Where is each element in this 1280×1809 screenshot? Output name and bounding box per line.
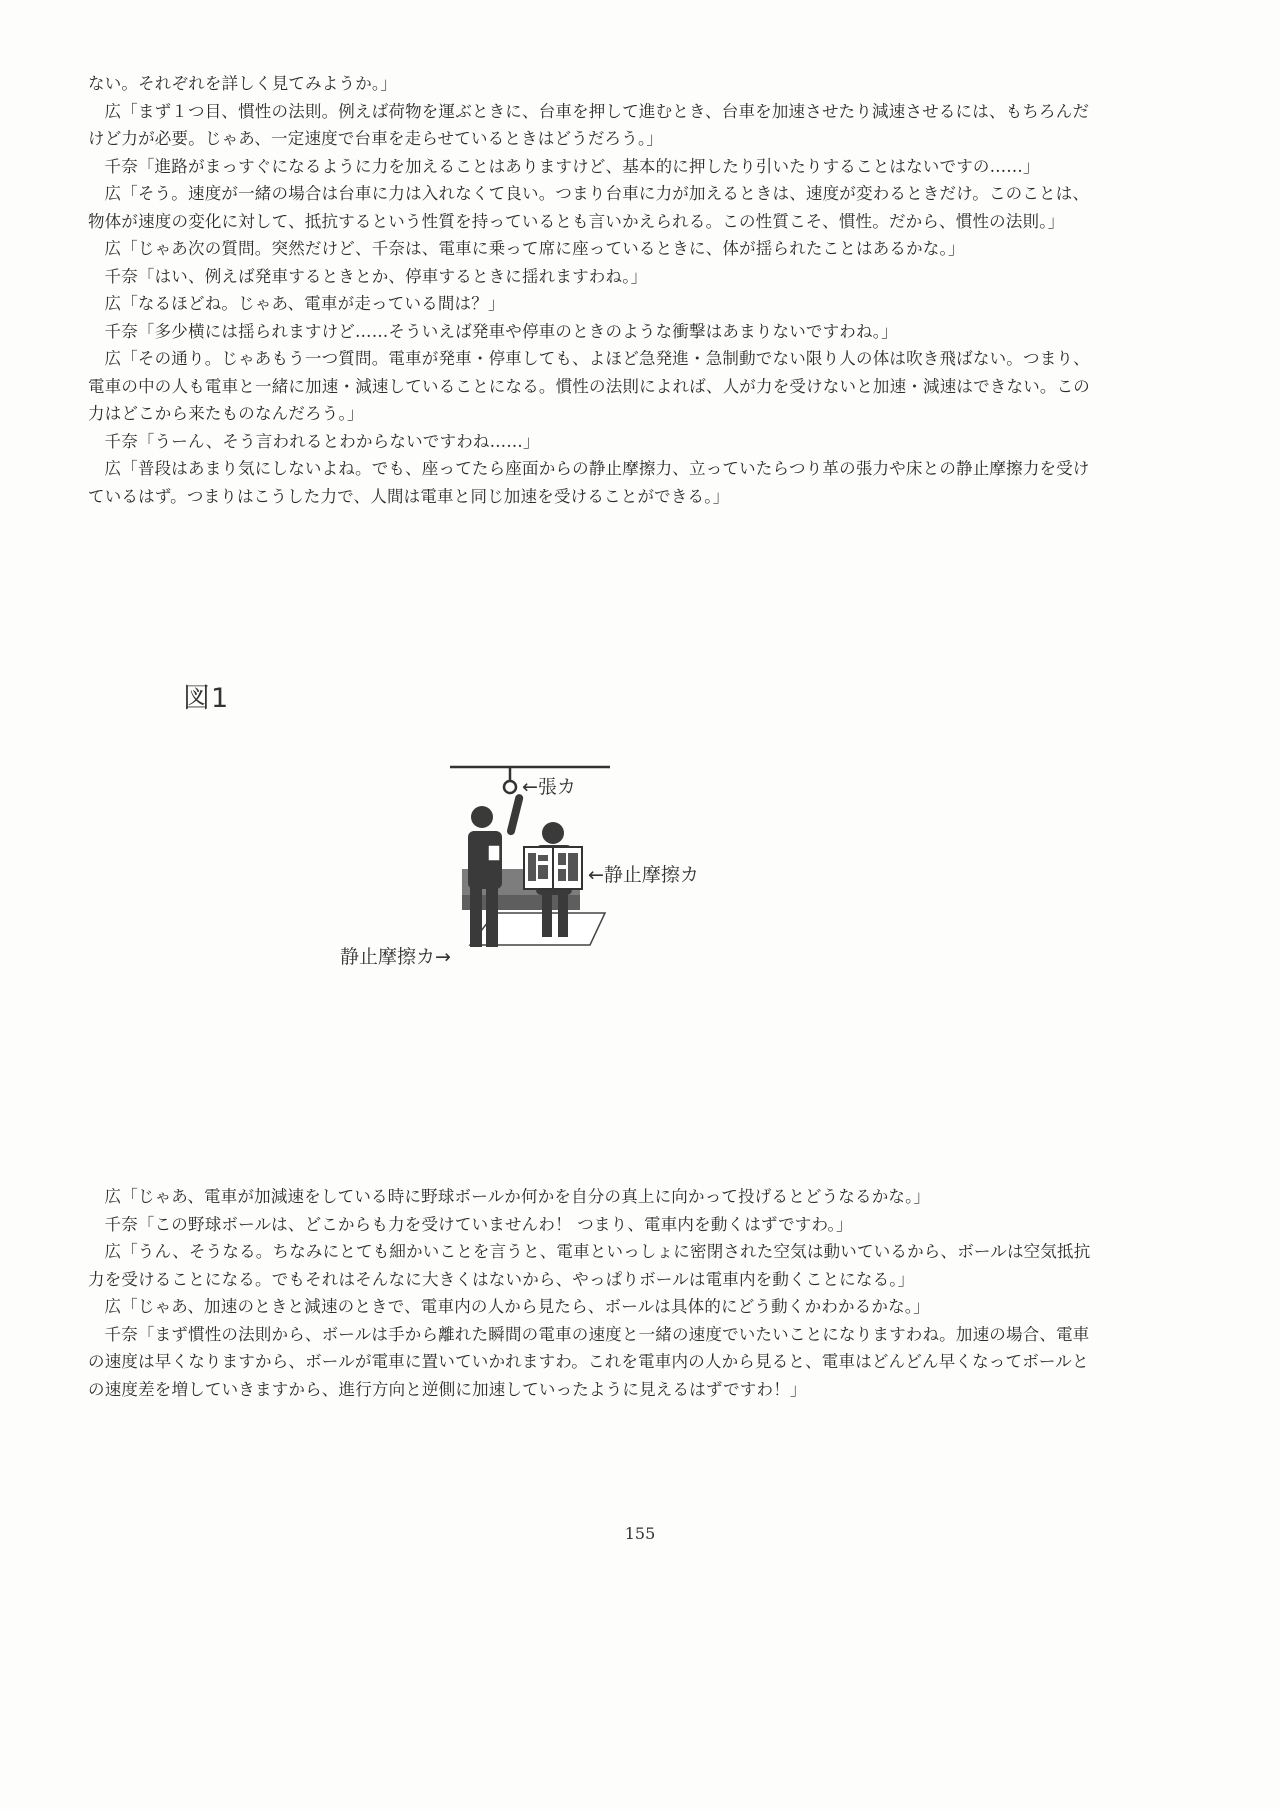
- dialogue-paragraph: 広「じゃあ、電車が加減速をしている時に野球ボールか何かを自分の真上に向かって投げるとどうなるかな。」: [104, 1187, 931, 1206]
- train-force-figure: [320, 745, 780, 1005]
- tension-label: ←張カ: [522, 776, 576, 798]
- train-illustration: [320, 745, 780, 1005]
- dialogue-paragraph: ない。それぞれを詳しく見てみようか。」: [88, 74, 398, 93]
- seat-friction-label: ←静止摩擦カ: [588, 864, 699, 886]
- top-text-block: [88, 70, 1100, 510]
- dialogue-paragraph: 広「なるほどね。じゃあ、電車が走っている間は？」: [104, 294, 505, 313]
- dialogue-paragraph: 千奈「はい、例えば発車するときとか、停車するときに揺れますわね。」: [104, 266, 648, 286]
- dialogue-paragraph: 広「じゃあ次の質問。突然だけど、千奈は、電車に乗って席に座っているときに、体が揺られたことはあるかな。」: [104, 239, 965, 258]
- dialogue-paragraph: 広「うん、そうなる。ちなみにとても細かいことを言うと、電車といっしょに密閉された空気は動いているから、ボールは空気抵抗力を受けることになる。でもそれはそんなに大きくはないから、やっぱりボールは電車内を動くことになる。」: [88, 1242, 1091, 1289]
- dialogue-paragraph: 広「じゃあ、加速のときと減速のときで、電車内の人から見たら、ボールは具体的にどう動くかわかるかな。」: [104, 1297, 930, 1316]
- dialogue-paragraph: 千奈「この野球ボールは、どこからも力を受けていませんわ！ つまり、電車内を動くはずですわ。」: [104, 1214, 853, 1234]
- page-number: 155: [624, 1524, 656, 1543]
- dialogue-paragraph: 千奈「多少横には揺られますけど……そういえば発車や停車のときのような衝撃はあまりないですわね。」: [104, 321, 898, 341]
- dialogue-paragraph: 広「普段はあまり気にしないよね。でも、座ってたら座面からの静止摩擦力、立っていたらつり革の張力や床との静止摩擦力を受けているはず。つまりはこうした力で、人間は電車と同じ加速を受けることができる。」: [88, 459, 1090, 506]
- figure-label: 図1: [183, 683, 230, 714]
- dialogue-paragraph: 広「その通り。じゃあもう一つ質問。電車が発車・停車しても、よほど急発進・急制動でない限り人の体は吹き飛ばない。つまり、電車の中の人も電車と一緒に加速・減速していることになる。慣性の法則によれば、人が力を受けないと加速・減速はできない。この力はどこから来たものなんだろう。」: [88, 349, 1090, 423]
- dialogue-paragraph: 広「まず１つ目、慣性の法則。例えば荷物を運ぶときに、台車を押して進むとき、台車を加速させたり減速させるには、もちろんだけど力が必要。じゃあ、一定速度で台車を走らせているときはどうだろう。」: [88, 101, 1090, 148]
- floor-friction-label: 静止摩擦カ→: [340, 946, 451, 968]
- dialogue-paragraph: 千奈「まず慣性の法則から、ボールは手から離れた瞬間の電車の速度と一緒の速度でいたいことになりますわね。加速の場合、電車の速度は早くなりますから、ボールが電車に置いていかれますわ。これを電車内の人から見ると、電車はどんどん早くなってボールとの速度差を増していきますから、進行方向と逆側に加速していったように見えるはずですわ！」: [88, 1324, 1090, 1399]
- hand-ring: [504, 781, 516, 793]
- dialogue-paragraph: 千奈「進路がまっすぐになるように力を加えることはありますけど、基本的に押したり引いたりすることはないですの……」: [104, 156, 1040, 176]
- dialogue-paragraph: 広「そう。速度が一緒の場合は台車に力は入れなくて良い。つまり台車に力が加えるときは、速度が変わるときだけ。このことは、物体が速度の変化に対して、抵抗するという性質を持っているとも言いかえられる。この性質こそ、慣性。だから、慣性の法則。」: [88, 184, 1090, 231]
- dialogue-paragraph: 千奈「うーん、そう言われるとわからないですわね……」: [104, 431, 540, 451]
- bottom-text-block: [88, 1183, 1100, 1403]
